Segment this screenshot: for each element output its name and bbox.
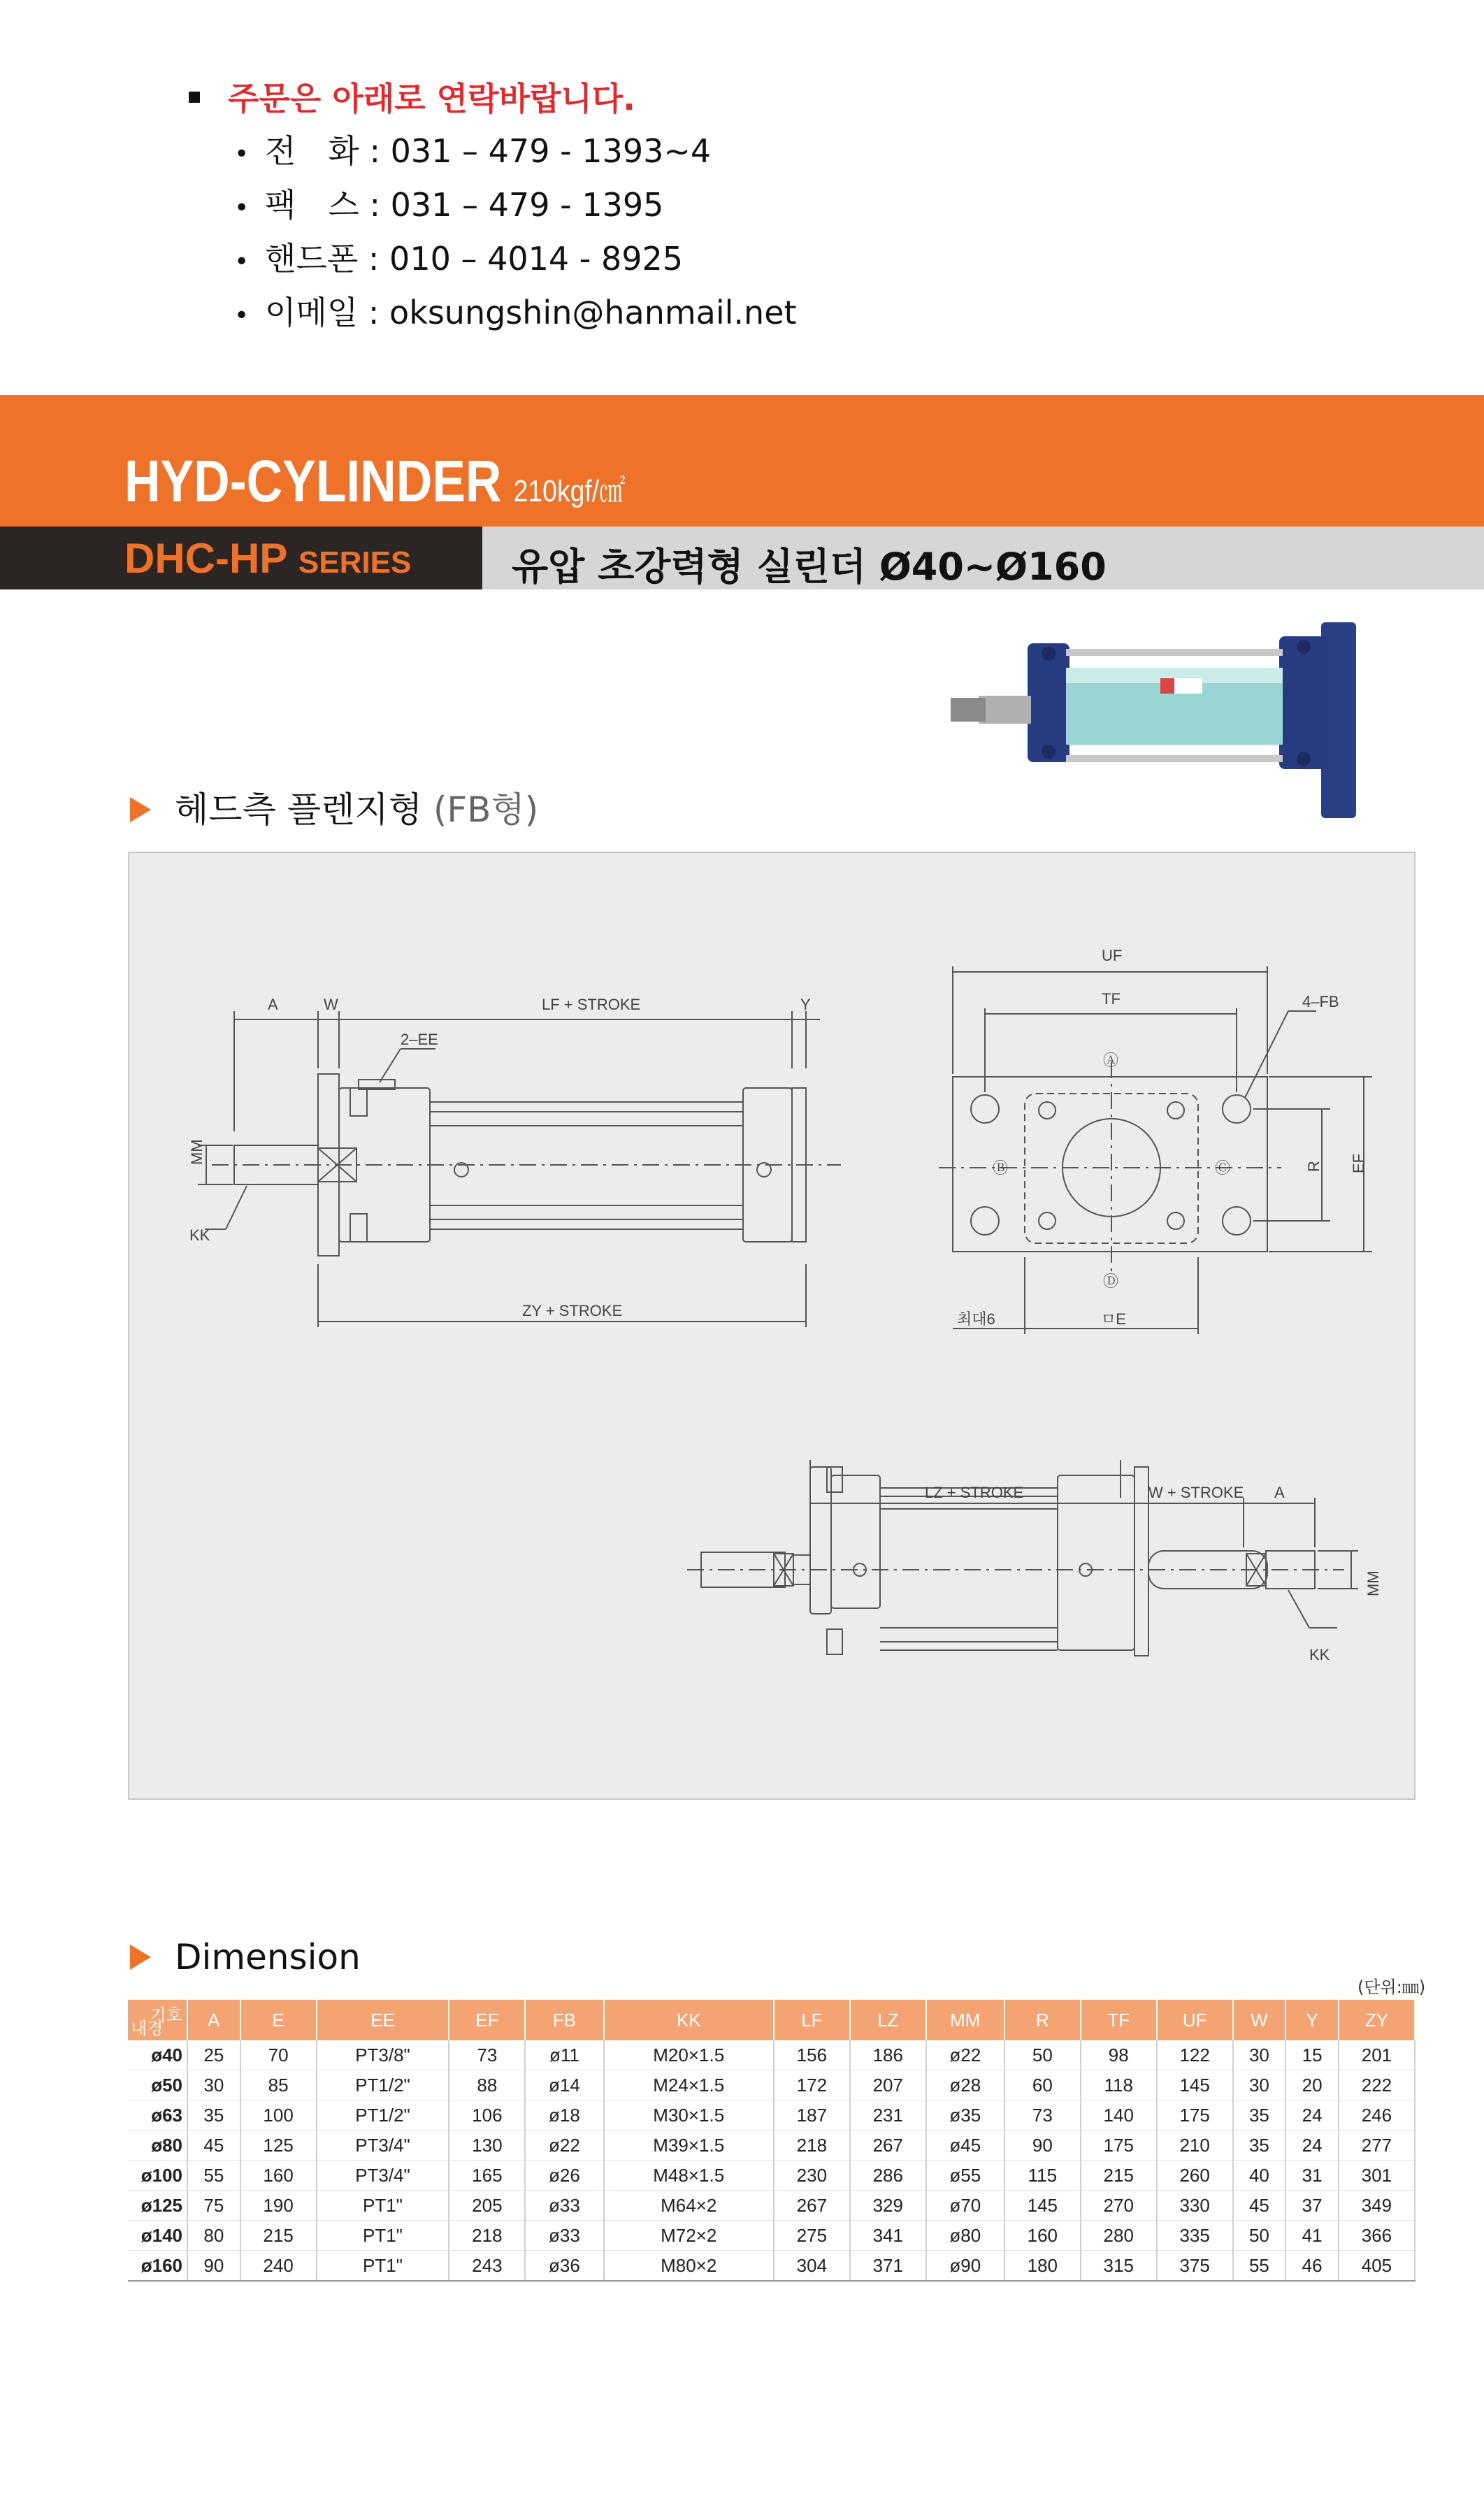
label-lf: LF + STROKE <box>542 996 641 1013</box>
table-cell: 201 <box>1339 2040 1415 2070</box>
table-row <box>128 2070 1415 2100</box>
table-cell: 187 <box>774 2100 850 2131</box>
column-header: EF <box>449 2000 525 2040</box>
table-cell: ø33 <box>525 2191 603 2221</box>
table-cell: ø80 <box>926 2221 1004 2251</box>
table-cell: 341 <box>850 2221 926 2251</box>
table-cell: M39×1.5 <box>604 2131 774 2161</box>
label-kk-rear: KK <box>1309 1646 1330 1663</box>
table-cell: ø11 <box>525 2040 603 2070</box>
label-fb: 4–FB <box>1302 993 1339 1010</box>
table-row <box>128 2221 1415 2251</box>
contact-mobile: • 핸드폰 : 010 – 4014 - 8925 <box>234 234 797 287</box>
bullet-icon: • <box>234 301 250 330</box>
unit-note: (단위:㎜) <box>1357 1977 1426 1997</box>
table-cell: 207 <box>850 2070 926 2100</box>
table-cell: 118 <box>1081 2070 1157 2100</box>
table-cell: 73 <box>1004 2100 1081 2131</box>
table-cell: 50 <box>1233 2221 1286 2251</box>
table-cell: PT3/4" <box>317 2161 449 2191</box>
column-header: EE <box>317 2000 449 2040</box>
table-cell: 210 <box>1157 2131 1233 2161</box>
table-corner-cell: 기호 내경 <box>128 2000 187 2040</box>
contact-email[interactable]: • 이메일 : oksungshin@hanmail.net <box>234 287 797 341</box>
column-header: TF <box>1081 2000 1157 2040</box>
table-cell: 230 <box>774 2161 850 2191</box>
contact-phone: • 전 화 : 031 – 479 - 1393~4 <box>234 126 797 180</box>
table-cell: 405 <box>1339 2251 1415 2282</box>
table-cell: 31 <box>1285 2161 1339 2191</box>
table-cell: 260 <box>1157 2161 1233 2191</box>
label-mm-rear: MM <box>1364 1570 1382 1596</box>
column-header: LF <box>774 2000 850 2040</box>
table-cell: 60 <box>1004 2070 1081 2100</box>
bullet-icon: • <box>234 248 250 276</box>
table-cell: 335 <box>1157 2221 1233 2251</box>
column-header: R <box>1004 2000 1081 2040</box>
table-cell: ø55 <box>926 2161 1004 2191</box>
label-point-a: Ⓐ <box>1103 1052 1119 1069</box>
table-cell: 145 <box>1004 2191 1081 2221</box>
table-cell: 85 <box>240 2070 317 2100</box>
table-cell: 45 <box>1233 2191 1286 2221</box>
table-cell: 315 <box>1081 2251 1157 2282</box>
table-cell: ø14 <box>525 2070 603 2100</box>
bullet-icon: • <box>234 194 250 222</box>
table-cell: 156 <box>774 2040 850 2070</box>
table-row <box>128 2191 1415 2221</box>
bore-cell: ø100 <box>128 2161 187 2191</box>
table-cell: 375 <box>1157 2251 1233 2282</box>
column-header: W <box>1233 2000 1286 2040</box>
table-cell: 215 <box>240 2221 317 2251</box>
table-cell: M24×1.5 <box>604 2070 774 2100</box>
label-point-b: Ⓑ <box>993 1159 1009 1177</box>
label-max6: 최대6 <box>957 1310 995 1328</box>
table-cell: 371 <box>850 2251 926 2282</box>
column-header: A <box>187 2000 240 2040</box>
table-cell: ø28 <box>926 2070 1004 2100</box>
table-cell: 30 <box>1233 2040 1286 2070</box>
table-cell: 125 <box>240 2131 317 2161</box>
table-cell: 145 <box>1157 2070 1233 2100</box>
dimension-table <box>128 2000 1415 2282</box>
column-header: Y <box>1285 2000 1339 2040</box>
table-header-row <box>128 2000 1415 2040</box>
table-cell: 270 <box>1081 2191 1157 2221</box>
column-header: ZY <box>1339 2000 1415 2040</box>
bore-cell: ø63 <box>128 2100 187 2131</box>
table-row <box>128 2161 1415 2191</box>
column-header: MM <box>926 2000 1004 2040</box>
table-cell: 30 <box>1233 2070 1286 2100</box>
table-cell: 115 <box>1004 2161 1081 2191</box>
table-cell: 267 <box>850 2131 926 2161</box>
table-cell: ø22 <box>926 2040 1004 2070</box>
square-bullet-icon <box>189 92 200 103</box>
contact-fax: • 팩 스 : 031 – 479 - 1395 <box>234 180 797 234</box>
table-cell: 35 <box>1233 2131 1286 2161</box>
series-label: DHC-HP SERIES <box>124 535 412 582</box>
table-cell: 186 <box>850 2040 926 2070</box>
table-cell: 88 <box>449 2070 525 2100</box>
label-uf: UF <box>1102 947 1123 964</box>
table-cell: 349 <box>1339 2191 1415 2221</box>
table-cell: 267 <box>774 2191 850 2221</box>
label-y: Y <box>800 996 811 1013</box>
table-cell: ø33 <box>525 2221 603 2251</box>
label-w: W <box>324 996 338 1013</box>
technical-drawing <box>128 852 1415 1800</box>
table-cell: 122 <box>1157 2040 1233 2070</box>
table-cell: 73 <box>449 2040 525 2070</box>
table-cell: 205 <box>449 2191 525 2221</box>
table-cell: 180 <box>1004 2251 1081 2282</box>
table-cell: 41 <box>1285 2221 1339 2251</box>
table-cell: 218 <box>774 2131 850 2161</box>
table-row <box>128 2131 1415 2161</box>
table-row <box>128 2040 1415 2070</box>
table-cell: 130 <box>449 2131 525 2161</box>
triangle-bullet-icon <box>130 1945 151 1970</box>
table-cell: 90 <box>1004 2131 1081 2161</box>
table-cell: 165 <box>449 2161 525 2191</box>
label-ef: EF <box>1350 1153 1367 1173</box>
table-cell: ø26 <box>525 2161 603 2191</box>
series-description: 유압 초강력형 실린더 Ø40~Ø160 <box>512 545 1107 589</box>
table-cell: M20×1.5 <box>604 2040 774 2070</box>
table-cell: 286 <box>850 2161 926 2191</box>
table-cell: 175 <box>1081 2131 1157 2161</box>
table-cell: 55 <box>187 2161 240 2191</box>
table-cell: 37 <box>1285 2191 1339 2221</box>
table-cell: ø70 <box>926 2191 1004 2221</box>
table-cell: PT1/2" <box>317 2100 449 2131</box>
table-cell: ø35 <box>926 2100 1004 2131</box>
bore-cell: ø125 <box>128 2191 187 2221</box>
table-cell: 100 <box>240 2100 317 2131</box>
table-cell: 172 <box>774 2070 850 2100</box>
section-header-dimension: Dimension <box>130 1937 361 1977</box>
product-title: HYD-CYLINDER 210kgf/㎠ <box>124 448 626 514</box>
table-cell: 280 <box>1081 2221 1157 2251</box>
label-mm: MM <box>188 1139 206 1165</box>
table-cell: 304 <box>774 2251 850 2282</box>
bore-cell: ø80 <box>128 2131 187 2161</box>
table-cell: M80×2 <box>604 2251 774 2282</box>
table-cell: PT1" <box>317 2221 449 2251</box>
column-header: KK <box>604 2000 774 2040</box>
label-point-c: Ⓒ <box>1215 1159 1231 1177</box>
table-cell: 243 <box>449 2251 525 2282</box>
section-header-drawing: 헤드측 플렌지형 (FB형) <box>130 782 538 832</box>
table-cell: 106 <box>449 2100 525 2131</box>
table-cell: PT1" <box>317 2191 449 2221</box>
bullet-icon: • <box>234 140 250 169</box>
table-cell: 275 <box>774 2221 850 2251</box>
table-cell: M72×2 <box>604 2221 774 2251</box>
table-cell: 160 <box>240 2161 317 2191</box>
table-cell: PT1" <box>317 2251 449 2282</box>
table-cell: 277 <box>1339 2131 1415 2161</box>
label-e: ㅁE <box>1101 1310 1126 1328</box>
side-view <box>198 1011 841 1327</box>
table-cell: 35 <box>187 2100 240 2131</box>
table-cell: 75 <box>187 2191 240 2221</box>
label-tf: TF <box>1102 990 1121 1008</box>
bore-cell: ø40 <box>128 2040 187 2070</box>
table-cell: ø90 <box>926 2251 1004 2282</box>
triangle-bullet-icon <box>130 797 151 822</box>
table-cell: M48×1.5 <box>604 2161 774 2191</box>
table-cell: 218 <box>449 2221 525 2251</box>
table-cell: PT3/8" <box>317 2040 449 2070</box>
table-row <box>128 2251 1415 2282</box>
contact-heading: 주문은 아래로 연락바랍니다. <box>189 73 635 120</box>
label-zy: ZY + STROKE <box>522 1302 623 1319</box>
table-cell: 190 <box>240 2191 317 2221</box>
table-cell: 231 <box>850 2100 926 2131</box>
table-cell: 45 <box>187 2131 240 2161</box>
bore-cell: ø140 <box>128 2221 187 2251</box>
table-cell: ø36 <box>525 2251 603 2282</box>
table-cell: M64×2 <box>604 2191 774 2221</box>
table-row <box>128 2100 1415 2131</box>
column-header: FB <box>525 2000 603 2040</box>
table-cell: 40 <box>1233 2161 1286 2191</box>
bore-cell: ø50 <box>128 2070 187 2100</box>
contact-list <box>234 126 797 341</box>
table-cell: 366 <box>1339 2221 1415 2251</box>
table-cell: 55 <box>1233 2251 1286 2282</box>
table-cell: 98 <box>1081 2040 1157 2070</box>
table-cell: 330 <box>1157 2191 1233 2221</box>
table-cell: 140 <box>1081 2100 1157 2131</box>
table-cell: ø18 <box>525 2100 603 2131</box>
table-cell: 329 <box>850 2191 926 2221</box>
table-cell: 240 <box>240 2251 317 2282</box>
table-cell: 15 <box>1285 2040 1339 2070</box>
table-cell: 246 <box>1339 2100 1415 2131</box>
table-cell: 70 <box>240 2040 317 2070</box>
table-cell: 301 <box>1339 2161 1415 2191</box>
table-cell: 46 <box>1285 2251 1339 2282</box>
front-view <box>939 966 1372 1334</box>
label-lz: LZ + STROKE <box>925 1484 1024 1501</box>
column-header: E <box>240 2000 317 2040</box>
label-kk: KK <box>189 1226 210 1244</box>
pressure-rating: 210kgf/㎠ <box>513 474 626 508</box>
table-cell: PT3/4" <box>317 2131 449 2161</box>
table-cell: 24 <box>1285 2131 1339 2161</box>
table-cell: 25 <box>187 2040 240 2070</box>
label-a-rear: A <box>1274 1484 1285 1501</box>
table-cell: 30 <box>187 2070 240 2100</box>
bore-cell: ø160 <box>128 2251 187 2282</box>
table-cell: ø45 <box>926 2131 1004 2161</box>
table-cell: PT1/2" <box>317 2070 449 2100</box>
column-header: UF <box>1157 2000 1233 2040</box>
table-body <box>128 2040 1415 2281</box>
table-cell: 20 <box>1285 2070 1339 2100</box>
table-cell: 160 <box>1004 2221 1081 2251</box>
label-point-d: Ⓓ <box>1103 1273 1119 1290</box>
table-cell: 90 <box>187 2251 240 2282</box>
table-cell: 215 <box>1081 2161 1157 2191</box>
table-cell: ø22 <box>525 2131 603 2161</box>
table-cell: 80 <box>187 2221 240 2251</box>
table-cell: 24 <box>1285 2100 1339 2131</box>
cylinder-photo <box>951 615 1384 825</box>
table-cell: 222 <box>1339 2070 1415 2100</box>
table-cell: 50 <box>1004 2040 1081 2070</box>
table-cell: M30×1.5 <box>604 2100 774 2131</box>
table-cell: 35 <box>1233 2100 1286 2131</box>
label-w-stroke: W + STROKE <box>1148 1484 1244 1501</box>
label-a: A <box>268 996 278 1013</box>
label-r: R <box>1305 1161 1323 1172</box>
table-cell: 175 <box>1157 2100 1233 2131</box>
label-ee: 2–EE <box>401 1031 438 1048</box>
column-header: LZ <box>850 2000 926 2040</box>
